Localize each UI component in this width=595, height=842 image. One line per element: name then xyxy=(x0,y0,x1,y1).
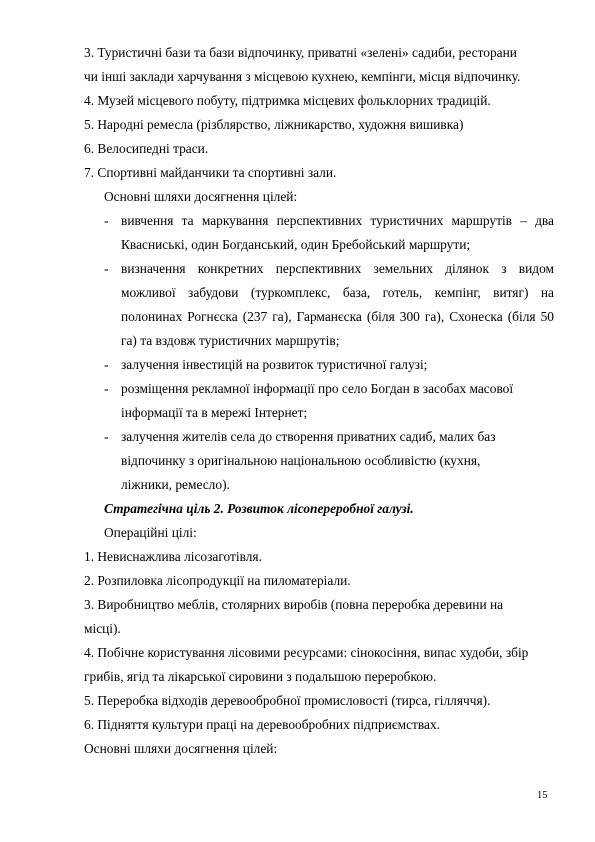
bullet-dash: - xyxy=(104,261,109,276)
paragraph-line: 4. Музей місцевого побуту, підтримка місцевих фольклорних традицій. xyxy=(84,93,491,108)
bullet-dash: - xyxy=(104,213,109,228)
bullet-dash: - xyxy=(104,429,109,444)
bullet-line: вивчення та маркування перспективних туристичних маршрутів – два xyxy=(121,213,554,228)
paragraph-line: 5. Народні ремесла (різблярство, ліжникарство, художня вишивка) xyxy=(84,117,464,132)
paragraph-line: 6. Велосипедні траси. xyxy=(84,141,209,156)
bullet-line: інформації та в мережі Інтернет; xyxy=(121,405,308,420)
operational-goal-line: 3. Виробництво меблів, столярних виробів (повна переробка деревини на xyxy=(84,597,504,612)
operational-goal-line: грибів, ягід та лікарської сировини з подальшою переробкою. xyxy=(84,669,437,684)
paragraph-line: 3. Туристичні бази та бази відпочинку, приватні «зелені» садиби, ресторани xyxy=(84,45,517,60)
operational-goal-line: 1. Невиснажлива лісозаготівля. xyxy=(84,549,262,564)
operational-goals-label: Операційні цілі: xyxy=(104,525,197,540)
bullet-line: ліжники, ремесло). xyxy=(121,477,230,492)
operational-goal-line: 5. Переробка відходів деревообробної промисловості (тирса, гілляччя). xyxy=(84,693,491,708)
bullet-dash: - xyxy=(104,357,109,372)
bullet-line: га) та вздовж туристичних маршрутів; xyxy=(121,333,340,348)
bullet-line: Квасниські, один Богданський, один Бребойський маршрути; xyxy=(121,237,471,252)
operational-goal-line: 2. Розпиловка лісопродукції на пиломатеріали. xyxy=(84,573,351,588)
bullet-line: можливої забудови (туркомплекс, база, готель, кемпінг, витяг) на xyxy=(121,285,554,300)
bullet-line: залучення жителів села до створення приватних садиб, малих баз xyxy=(121,429,496,444)
bullet-dash: - xyxy=(104,381,109,396)
page-number: 15 xyxy=(537,790,548,801)
ways-heading: Основні шляхи досягнення цілей: xyxy=(84,741,278,756)
paragraph-line: чи інші заклади харчування з місцевою кухнею, кемпінги, місця відпочинку. xyxy=(84,69,521,84)
ways-heading: Основні шляхи досягнення цілей: xyxy=(104,189,298,204)
bullet-line: залучення інвестицій на розвиток туристичної галузі; xyxy=(121,357,428,372)
operational-goal-line: 6. Підняття культури праці на деревообробних підприємствах. xyxy=(84,717,441,732)
operational-goal-line: 4. Побічне користування лісовими ресурсами: сінокосіння, випас худоби, збір xyxy=(84,645,529,660)
bullet-line: розміщення рекламної інформації про село Богдан в засобах масової xyxy=(121,381,514,396)
bullet-line: полонинах Рогнєска (237 га), Гарманєска (біля 300 га), Схонеска (біля 50 xyxy=(121,309,554,324)
bullet-line: визначення конкретних перспективних земельних ділянок з видом xyxy=(121,261,554,276)
bullet-line: відпочинку з оригінальною національною особливістю (кухня, xyxy=(121,453,481,468)
operational-goal-line: місці). xyxy=(84,621,121,636)
strategic-goal-heading: Стратегічна ціль 2. Розвиток лісопереробної галузі. xyxy=(104,501,414,516)
paragraph-line: 7. Спортивні майданчики та спортивні зали. xyxy=(84,165,337,180)
